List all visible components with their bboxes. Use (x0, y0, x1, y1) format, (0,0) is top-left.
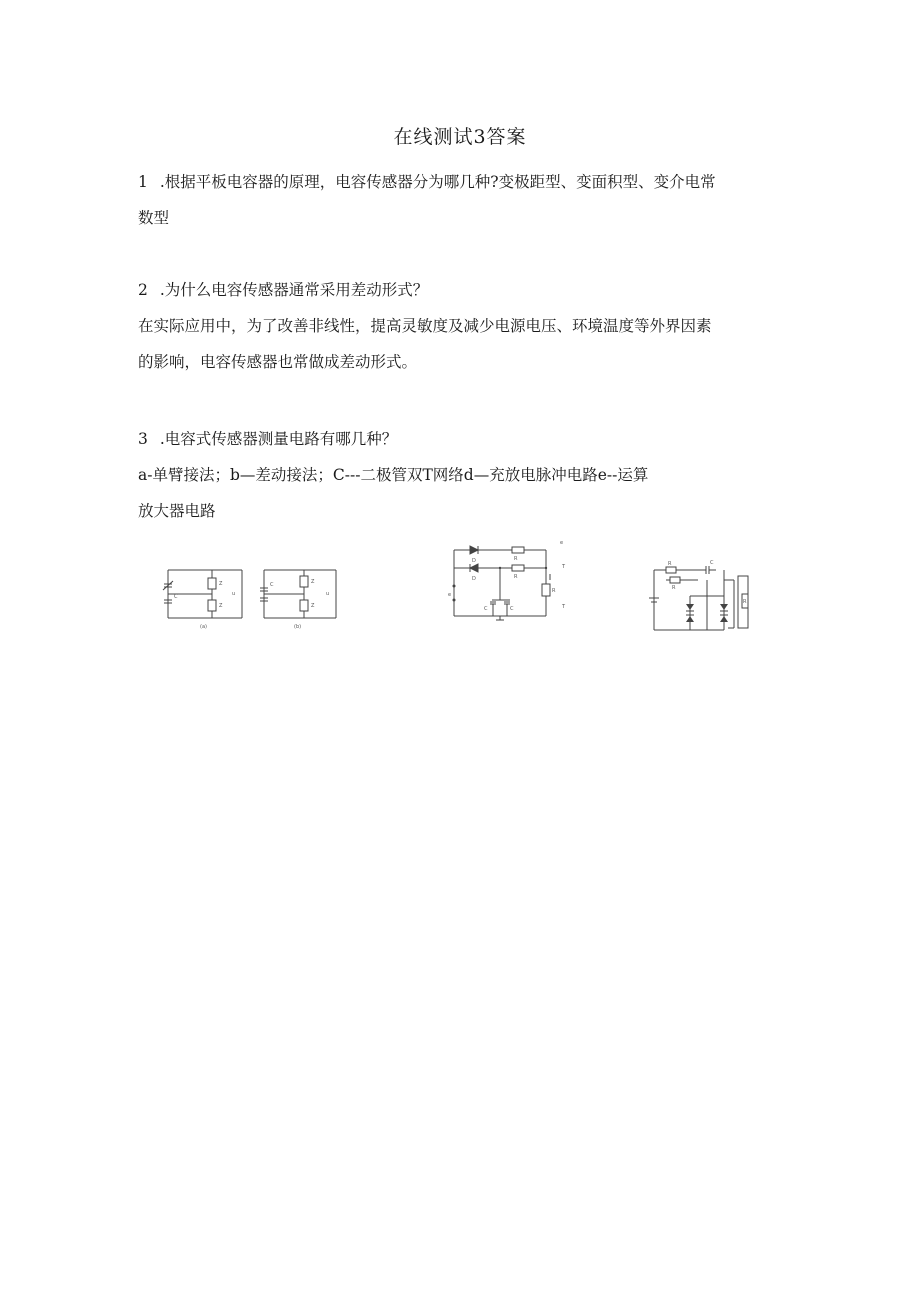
svg-text:T: T (562, 564, 566, 570)
svg-text:R: R (672, 585, 676, 591)
svg-text:R: R (514, 556, 518, 562)
document-title: 在线测试3答案 (393, 126, 527, 148)
svg-text:Z: Z (219, 603, 223, 609)
q2-number: 2 (138, 281, 148, 299)
q3-question (138, 427, 397, 449)
svg-text:Z: Z (311, 603, 315, 609)
q2-question-text: .为什么电容传感器通常采用差动形式？ (159, 281, 429, 299)
svg-text:e: e (448, 592, 452, 598)
q1-text: .根据平板电容器的原理，电容传感器分为哪几种?变极距型、变面积型、变介电常 (159, 173, 716, 191)
svg-text:e: e (560, 540, 564, 546)
svg-text:C: C (174, 594, 178, 600)
svg-text:u: u (232, 591, 236, 597)
circuit-b-label: (b) (294, 624, 302, 630)
svg-text:C: C (484, 606, 488, 612)
svg-text:C: C (270, 582, 274, 588)
q2-answer-line-1: 在实际应用中，为了改善非线性，提高灵敏度及减少电源电压、环境温度等外界因素 (138, 317, 712, 335)
q2-answer-line-2: 的影响，电容传感器也常做成差动形式。 (138, 353, 418, 371)
circuit-a-label: (a) (200, 624, 207, 630)
q1-line-1 (138, 170, 716, 192)
svg-text:C: C (710, 560, 714, 566)
circuit-d-diagram (642, 556, 760, 638)
q3-answer-line-1: a-单臂接法；b—差动接法；C---二极管双T网络d—充放电脉冲电路e--运算 (138, 466, 649, 484)
svg-text:R: R (668, 561, 672, 567)
circuit-figure-d (642, 556, 760, 638)
q1-line-2: 数型 (138, 209, 170, 227)
q3-answer-line-2: 放大器电路 (138, 502, 216, 520)
q3-question-text: .电容式传感器测量电路有哪几种？ (159, 430, 398, 448)
circuit-b-diagram (256, 562, 346, 630)
circuit-c-diagram (440, 538, 572, 624)
svg-text:D: D (472, 576, 476, 582)
svg-text:R: R (514, 574, 518, 580)
circuit-a-diagram (160, 562, 250, 630)
circuit-figure-a (160, 562, 250, 630)
svg-text:D: D (472, 558, 476, 564)
q3-number: 3 (138, 430, 148, 448)
circuit-figure-b (256, 562, 346, 630)
svg-text:Z: Z (219, 581, 223, 587)
svg-text:Z: Z (311, 579, 315, 585)
circuit-figure-c (440, 538, 572, 624)
svg-text:C: C (510, 606, 514, 612)
q1-number: 1 (138, 173, 148, 191)
svg-text:u: u (326, 591, 330, 597)
svg-text:R: R (743, 599, 747, 605)
svg-text:R: R (552, 588, 556, 594)
q2-question (138, 278, 428, 300)
svg-text:T: T (562, 604, 566, 610)
